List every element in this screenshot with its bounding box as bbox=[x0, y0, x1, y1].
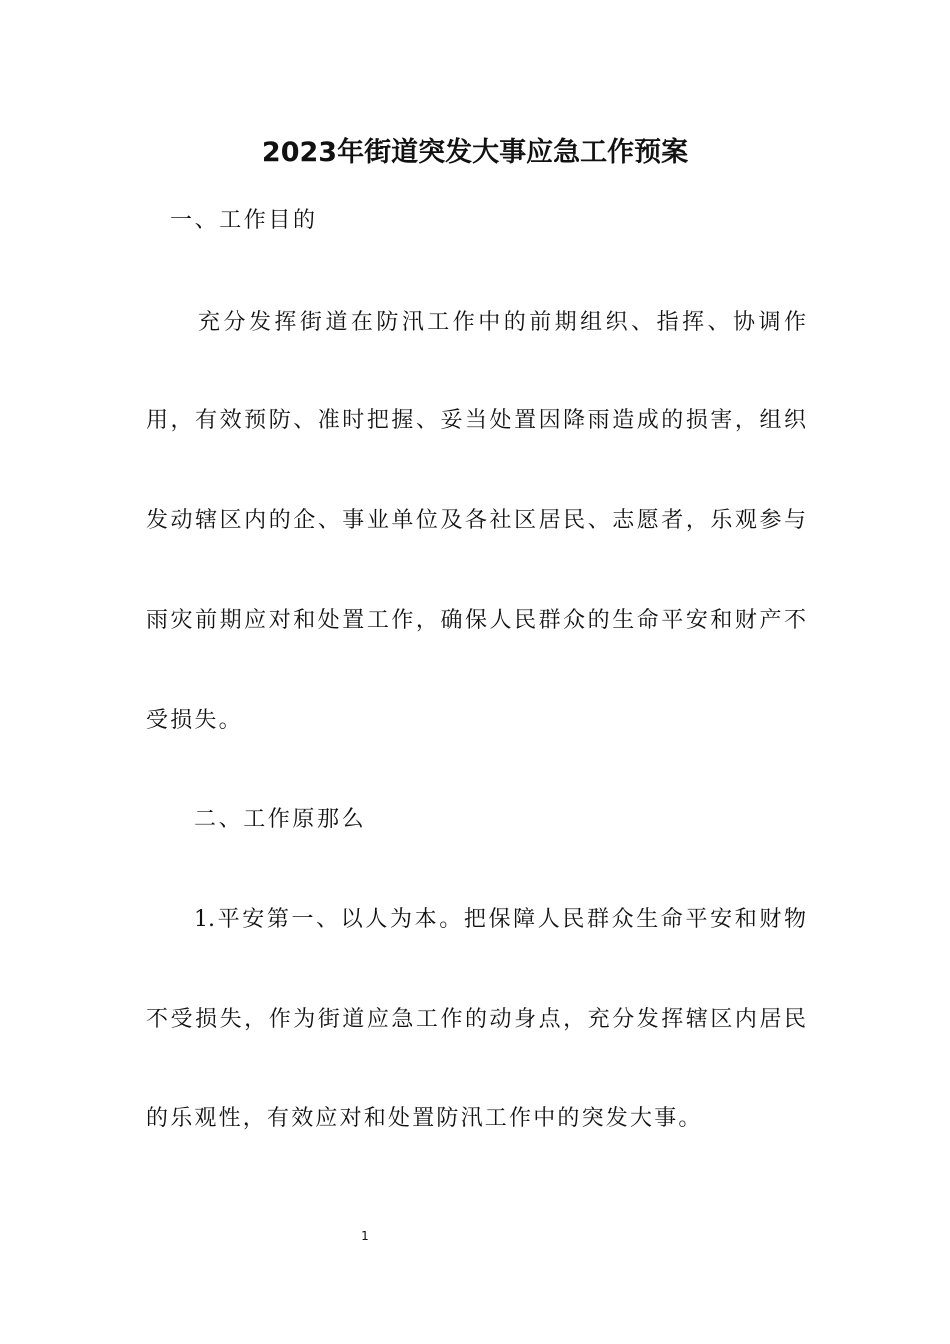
page-number: 1 bbox=[361, 1229, 369, 1243]
paragraph-line: 1.平安第一、以人为本。把保障人民群众生命平安和财物 bbox=[194, 907, 806, 932]
paragraph-line: 受损失。 bbox=[146, 708, 243, 733]
paragraph-line: 充分发挥街道在防汛工作中的前期组织、指挥、协调作 bbox=[198, 310, 806, 335]
document-title: 2023年街道突发大事应急工作预案 bbox=[261, 137, 689, 168]
paragraph-line: 发动辖区内的企、事业单位及各社区居民、志愿者，乐观参与 bbox=[146, 508, 806, 533]
section-heading-principles: 二、工作原那么 bbox=[194, 807, 367, 832]
paragraph-line: 雨灾前期应对和处置工作，确保人民群众的生命平安和财产不 bbox=[146, 608, 806, 633]
paragraph-line: 用，有效预防、准时把握、妥当处置因降雨造成的损害，组织 bbox=[146, 408, 806, 433]
section-heading-purpose: 一、工作目的 bbox=[170, 208, 318, 233]
paragraph-line: 不受损失，作为街道应急工作的动身点，充分发挥辖区内居民 bbox=[146, 1007, 806, 1032]
paragraph-line: 的乐观性，有效应对和处置防汛工作中的突发大事。 bbox=[146, 1106, 703, 1131]
